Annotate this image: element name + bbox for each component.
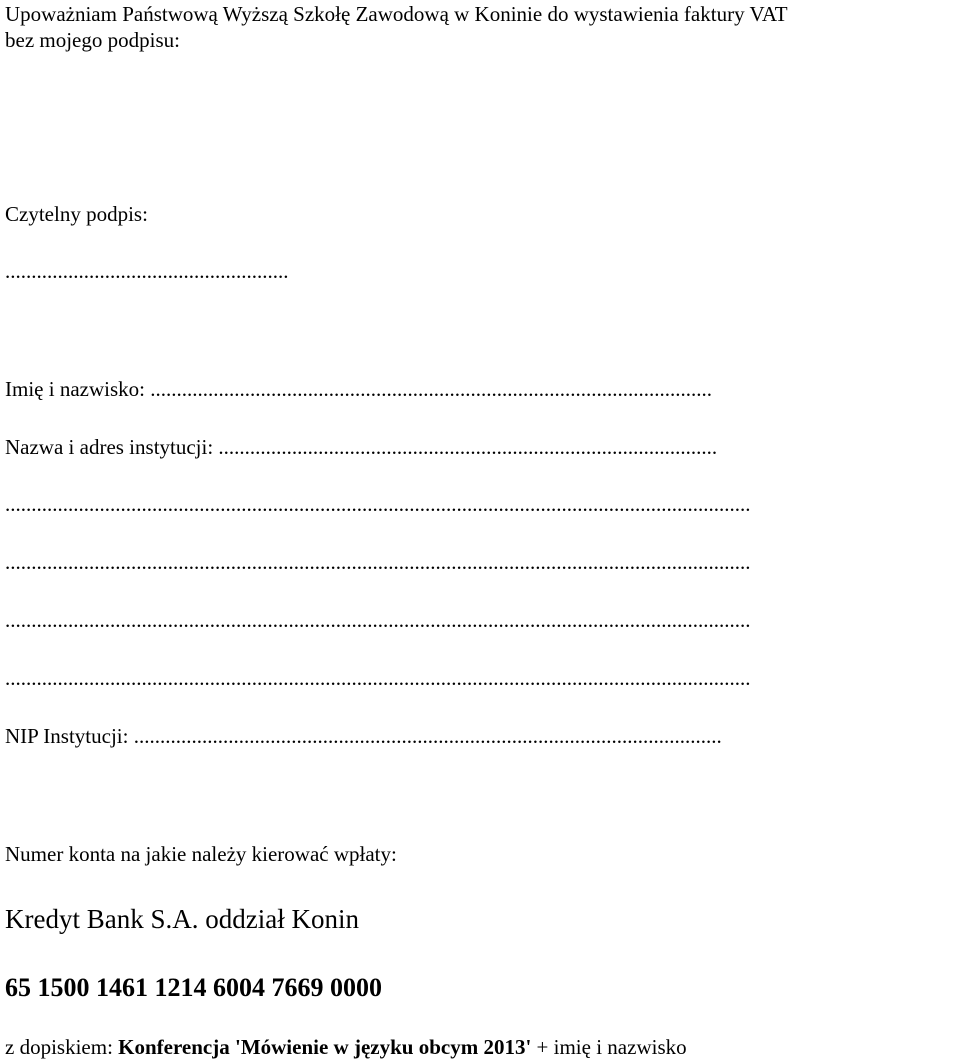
- transfer-note-prefix: z dopiskiem:: [5, 1035, 119, 1059]
- institution-field: Nazwa i adres instytucji: ...............................................................................................: [5, 435, 718, 459]
- account-label: Numer konta na jakie należy kierować wpłaty:: [5, 842, 397, 866]
- transfer-note: [5, 1037, 687, 1058]
- institution-dots-2: ..............................................................................................................................................: [5, 550, 751, 574]
- name-field: Imię i nazwisko: ...........................................................................................................: [5, 377, 712, 401]
- signature-dots: ......................................................: [5, 259, 289, 283]
- institution-dots-3: ..............................................................................................................................................: [5, 608, 751, 632]
- transfer-note-title: Konferencja 'Mówienie w języku obcym 2013': [118, 1035, 532, 1059]
- account-number: 65 1500 1461 1214 6004 7669 0000: [5, 973, 382, 1002]
- transfer-note-suffix: + imię i nazwisko: [531, 1035, 687, 1059]
- institution-dots-1: ..............................................................................................................................................: [5, 492, 751, 516]
- signature-label: Czytelny podpis:: [5, 202, 148, 226]
- bank-name: Kredyt Bank S.A. oddział Konin: [5, 904, 359, 934]
- authorization-line-2: bez mojego podpisu:: [5, 28, 180, 52]
- institution-dots-4: ..............................................................................................................................................: [5, 666, 751, 690]
- authorization-line-1: Upoważniam Państwową Wyższą Szkołę Zawodową w Koninie do wystawienia faktury VAT: [5, 2, 788, 26]
- nip-field: NIP Instytucji: ................................................................................................................: [5, 724, 722, 748]
